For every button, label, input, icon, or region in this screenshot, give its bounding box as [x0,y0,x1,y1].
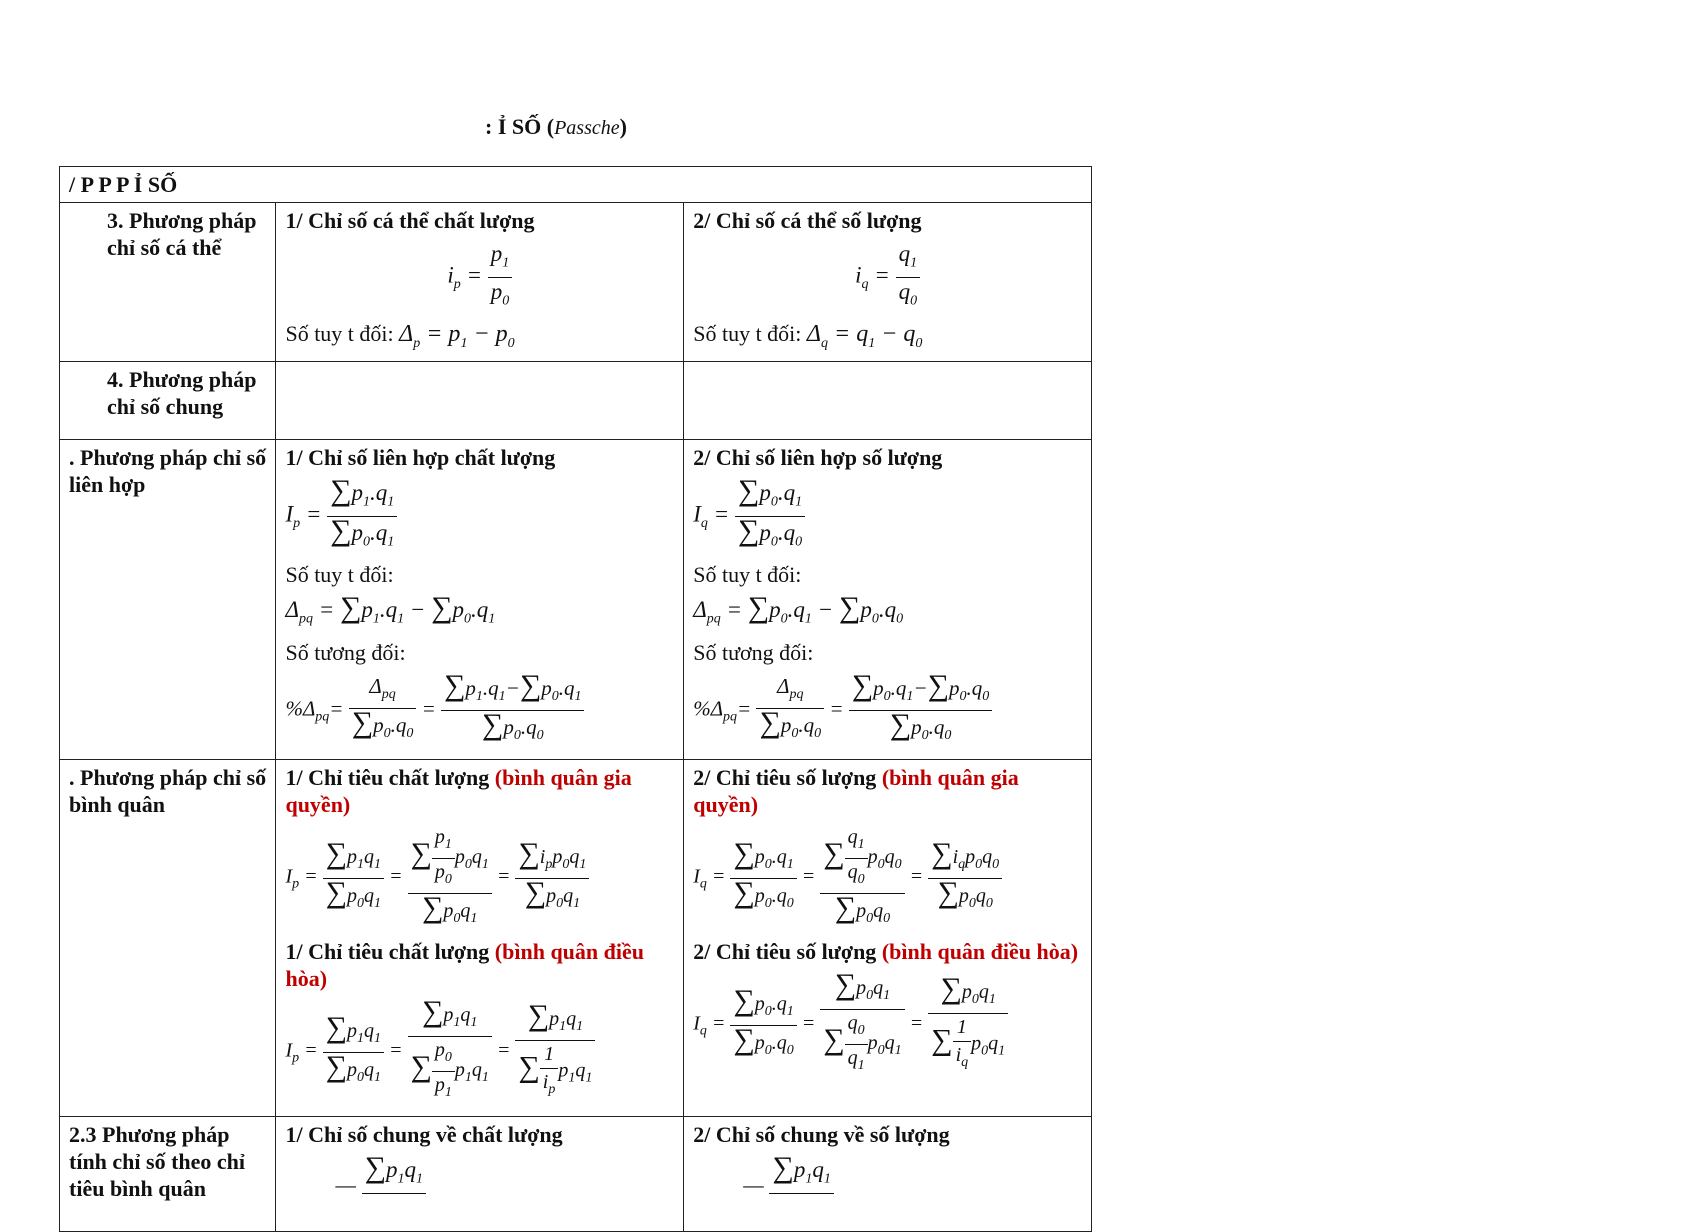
row-label: 3. Phương pháp chỉ số cá thể [107,208,257,260]
table-row [60,1117,1092,1232]
cell-heading: 1/ Chỉ số liên hợp chất lượng [285,444,556,470]
row-label: . Phương pháp chỉ số bình quân [69,765,267,818]
cell-quality-general [276,1117,684,1232]
table-row [60,760,1092,1117]
cell-quantity-composite [684,439,1092,759]
cell-heading: 2/ Chỉ số cá thể số lượng [693,208,922,233]
cell-heading: 1/ Chỉ tiêu chất lượng [285,765,495,791]
formula-general-quality: — $\sum p_1q_1$ [285,1154,674,1221]
formula-Ip-weighted: $I_p$ = $\frac{\sum p_1q_1}{\sum p_0q_1}$ = ∑ $\frac{p_1}{p_0}$ $p_0q_1$ $\sum p_0q_1$ = $\frac{\sum i_pp_0q_1}{\sum p_0q_1}$ [285,824,674,932]
formula-iq: $i_q$ = $\frac{q_1}{q_0}$ [693,240,1082,314]
cell-heading: 2/ Chỉ số chung về số lượng [693,1122,950,1148]
formula-Iq: $I_q$ = $\frac{\sum p_0.q_1}{\sum p_0.q_0}$ [693,477,1082,555]
weighted-tag: (bình quân gia quyền) [285,765,632,818]
formula-pct-delta-pq-q: $\%\Delta_{pq}=$ $\frac{\Delta_{pq}}{\sum p_0.q_0}$ = $\frac{\sum p_0.q_1-\sum p_0.q_0}{\sum p_0.q_0}$ [693,672,1082,749]
cell-quantity-average [684,760,1092,1117]
rel-label: Số tương đối: [693,639,814,665]
cell-heading: 2/ Chỉ tiêu số lượng [693,765,882,791]
cell-heading: 1/ Chỉ số cá thể chất lượng [285,208,535,233]
abs-label: Số tuy t đối: [285,562,394,588]
table-row [60,439,1092,759]
cell-quality-average [276,760,684,1117]
formula-delta-pq: $\Delta_{pq} = \sum p_1.q_1 - \sum p_0.q_1$ [285,591,496,627]
cell-quantity-individual [684,203,1092,362]
formula-Iq-weighted: $I_q$ = $\frac{\sum p_0.q_1}{\sum p_0.q_0}$ = ∑ $\frac{q_1}{q_0}$ $p_0q_0$ $\sum p_0q_0$ = $\frac{\sum i_qp_0q_0}{\sum p_0q_0}$ [693,824,1082,932]
cell-heading: 2/ Chỉ tiêu số lượng [693,939,882,965]
formula-ip: $i_p$ = $\frac{p_1}{p_0}$ [285,240,674,314]
formula-delta-pq-q: $\Delta_{pq} = \sum p_0.q_1 - \sum p_0.q_0$ [693,591,904,627]
formula-Iq-harmonic: $I_q$ = $\frac{\sum p_0.q_1}{\sum p_0.q_0}$ = $\sum p_0q_1$ ∑ $\frac{q_0}{q_1}$ $p_0q_1$ = $\sum p_0q_1$ ∑ $\frac{1}{i_q}$ $p_0q_1$ [693,971,1082,1079]
formula-delta-p: $\Delta_p = p_1 - p_0$ [399,321,515,351]
table-header-row [60,167,1092,203]
harmonic-tag: (bình quân điều hòa) [881,939,1079,965]
formula-delta-q: $\Delta_q = q_1 - q_0$ [806,321,923,351]
formula-general-quantity: — $\sum p_1q_1$ [693,1154,1082,1221]
row-label: 4. Phương pháp chỉ số chung [107,366,257,419]
row-label: 2.3 Phương pháp tính chỉ số theo chỉ tiêu bình quân [69,1122,246,1202]
formula-Ip: $I_p$ = $\frac{\sum p_1.q_1}{\sum p_0.q_1}$ [285,477,674,555]
row-label: . Phương pháp chỉ số liên hợp [69,444,267,497]
cell-heading: 2/ Chỉ số liên hợp số lượng [693,444,943,470]
formula-Ip-harmonic: $I_p$ = $\frac{\sum p_1q_1}{\sum p_0q_1}$ = $\sum p_1q_1$ ∑ $\frac{p_0}{p_1}$ $p_1q_1$ = $\sum p_1q_1$ ∑ $\frac{1}{i_p}$ $p_1q_1$ [285,998,674,1106]
table-row [60,203,1092,362]
weighted-tag: (bình quân gia quyền) [693,765,1019,818]
formula-pct-delta-pq: $\%\Delta_{pq}=$ $\frac{\Delta_{pq}}{\sum p_0.q_0}$ = $\frac{\sum p_1.q_1-\sum p_0.q_1}{\sum p_0.q_0}$ [285,672,674,749]
table-header: / P P P Ỉ SỐ [60,167,1092,203]
cell-quality-composite [276,439,684,759]
abs-label: Số tuy t đối: [693,562,802,588]
rel-label: Số tương đối: [285,639,406,665]
cell-quantity-general [684,1117,1092,1232]
abs-label: Số tuy t đối: [285,321,394,347]
index-method-table [59,166,1092,1232]
abs-label: Số tuy t đối: [693,321,802,347]
table-row [60,361,1092,439]
page-title: : Ỉ SỐ (Passche) [485,114,627,139]
cell-heading: 1/ Chỉ số chung về chất lượng [285,1122,563,1148]
harmonic-tag: (bình quân điều hòa) [285,939,644,992]
cell-heading: 1/ Chỉ tiêu chất lượng [285,939,495,965]
cell-quality-individual [276,203,684,362]
